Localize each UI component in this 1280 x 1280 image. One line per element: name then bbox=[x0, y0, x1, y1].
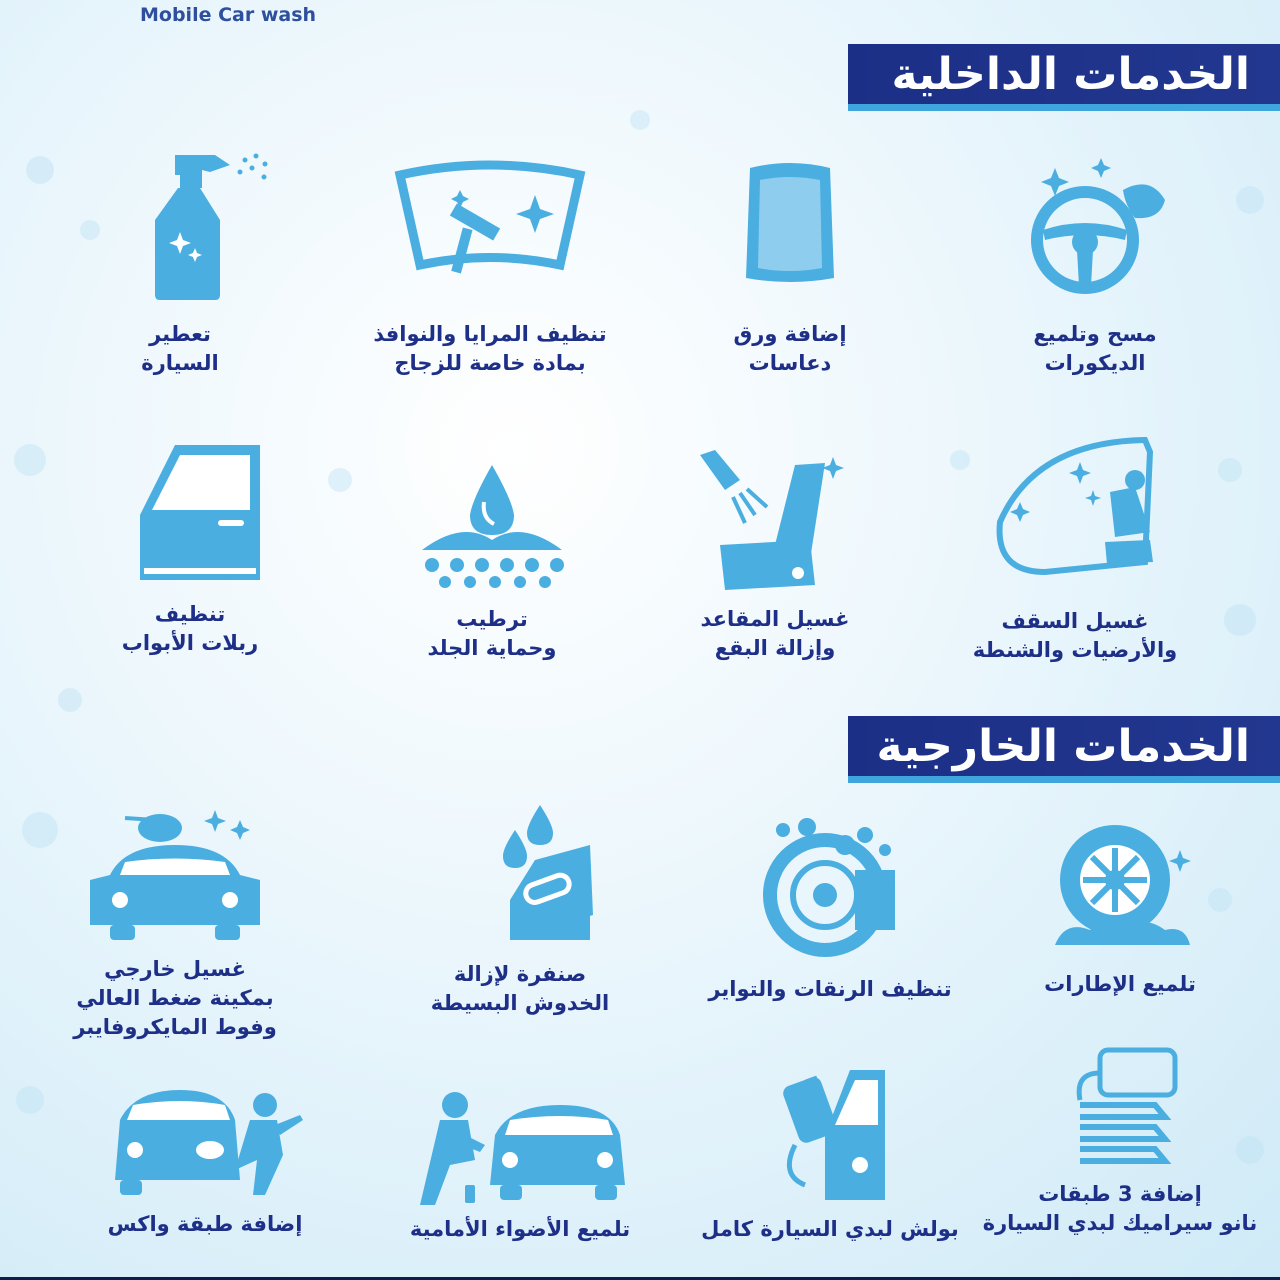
service-item bbox=[980, 820, 1260, 999]
service-label: غسيل السقف والأرضيات والشنطة bbox=[972, 609, 1178, 662]
car-interior-icon bbox=[975, 432, 1175, 597]
service-label: ترطيب وحماية الجلد bbox=[427, 607, 557, 660]
service-item bbox=[955, 150, 1235, 378]
service-item bbox=[380, 800, 660, 1018]
wax-person-icon bbox=[105, 1075, 305, 1200]
service-item bbox=[980, 1045, 1260, 1238]
service-item bbox=[380, 1090, 660, 1244]
service-item bbox=[690, 1065, 970, 1244]
headlight-polish-icon bbox=[410, 1090, 630, 1205]
service-item bbox=[40, 150, 320, 378]
exterior-services-title: الخدمات الخارجية bbox=[876, 720, 1250, 772]
service-label: غسيل خارجي بمكينة ضغط العالي وفوط المايكروفايبر bbox=[73, 957, 277, 1039]
service-label: تنظيف ربلات الأبواب bbox=[121, 602, 259, 655]
service-label: إضافة 3 طبقات نانو سيراميك لبدي السيارة bbox=[982, 1182, 1258, 1235]
service-item bbox=[635, 445, 915, 663]
leather-drop-icon bbox=[402, 460, 582, 595]
service-item bbox=[352, 460, 632, 663]
car-mat-icon bbox=[710, 150, 870, 310]
tire-shine-icon bbox=[1035, 820, 1205, 960]
service-label: إضافة ورق دعاسات bbox=[733, 322, 847, 375]
windshield-wiper-icon bbox=[375, 150, 605, 310]
exterior-services-banner bbox=[848, 716, 1280, 783]
service-label: صنفرة لإزالة الخدوش البسيطة bbox=[430, 962, 610, 1015]
car-door-icon bbox=[100, 440, 280, 590]
service-label: تعطير السيارة bbox=[141, 322, 219, 375]
service-label: تنظيف المرايا والنوافذ بمادة خاصة للزجاج bbox=[373, 322, 607, 375]
brand-name: Mobile Car wash bbox=[140, 4, 317, 26]
ceramic-bottle-icon bbox=[1060, 1045, 1180, 1170]
interior-services-title: الخدمات الداخلية bbox=[891, 48, 1250, 100]
service-label: تلميع الإطارات bbox=[1044, 972, 1196, 996]
service-label: بولش لبدي السيارة كامل bbox=[701, 1217, 959, 1241]
service-item bbox=[935, 432, 1215, 665]
service-label: غسيل المقاعد وإزالة البقع bbox=[700, 607, 850, 660]
service-item bbox=[35, 800, 315, 1042]
sanding-pad-icon bbox=[435, 800, 605, 950]
service-label: تلميع الأضواء الأمامية bbox=[409, 1217, 631, 1241]
service-item bbox=[65, 1075, 345, 1239]
rim-bubbles-icon bbox=[745, 815, 915, 965]
polisher-icon bbox=[750, 1065, 910, 1205]
steering-wheel-icon bbox=[1015, 150, 1175, 310]
service-label: إضافة طبقة واكس bbox=[107, 1212, 303, 1236]
car-wash-hand-icon bbox=[65, 800, 285, 945]
service-item bbox=[50, 440, 330, 658]
service-item bbox=[650, 150, 930, 378]
service-label: تنظيف الرنقات والتواير bbox=[708, 977, 952, 1001]
interior-services-banner bbox=[848, 44, 1280, 111]
service-label: مسح وتلميع الديكورات bbox=[1033, 322, 1157, 375]
spray-bottle-icon bbox=[80, 150, 280, 310]
seat-shower-icon bbox=[685, 445, 865, 595]
service-item bbox=[350, 150, 630, 378]
service-item bbox=[690, 815, 970, 1004]
